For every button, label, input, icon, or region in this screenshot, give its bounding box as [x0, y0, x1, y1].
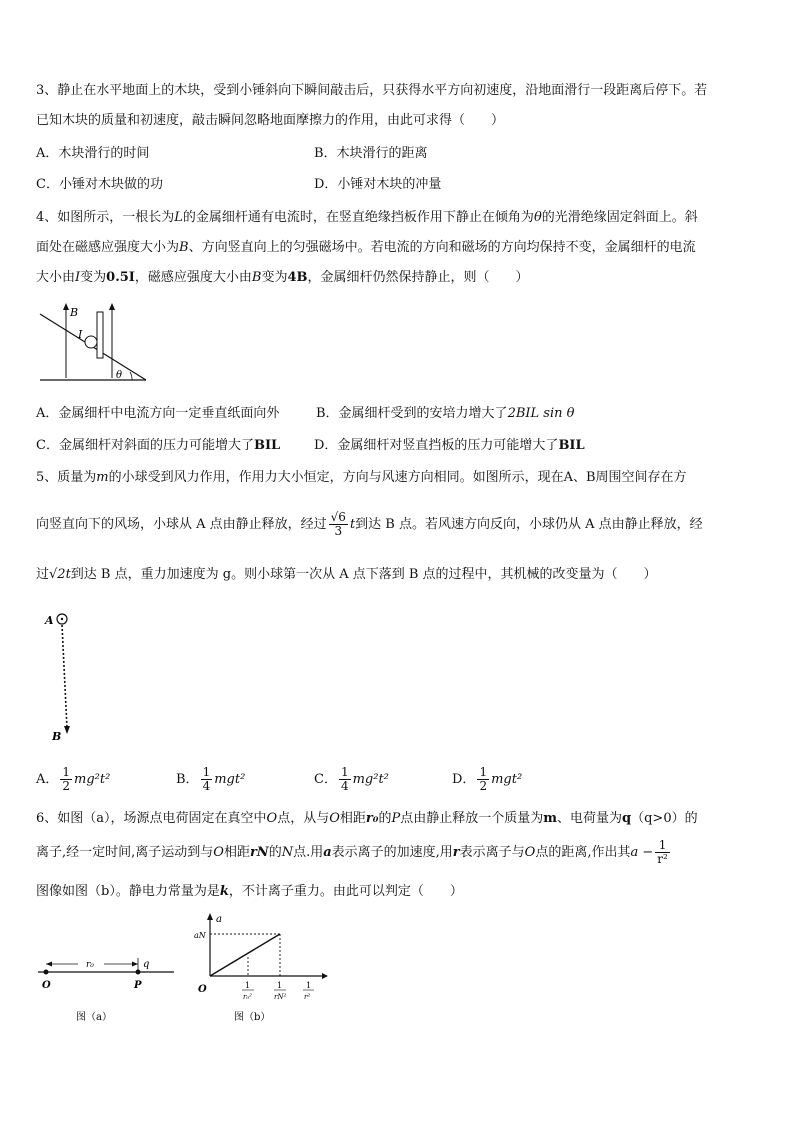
fig-b-tick1-num: 1	[245, 981, 251, 990]
metal-rod	[85, 336, 97, 348]
q5-figure	[40, 608, 100, 748]
field-arrow-2	[109, 303, 115, 310]
fig-b-tick1-den: r₀²	[243, 993, 252, 1001]
angle-arc	[130, 372, 132, 380]
q3-option-b: B．木块滑行的距离	[314, 146, 428, 161]
fig-b-tick3-num: 1	[306, 981, 312, 990]
fig-a-caption: 图（a）	[76, 1012, 112, 1023]
q4-option-b: B．金属细杆受到的安培力增大了2BIL sin θ	[316, 406, 575, 421]
fig-b-tick2-den: rN²	[274, 993, 287, 1001]
q4-line2: 面处在磁感应强度大小为B、方向竖直向上的匀强磁场中。若电流的方向和磁场的方向均保持不变，金属细杆的电流	[36, 240, 696, 255]
q5-line3: 过√2t到达 B 点，重力加速度为 g。则小球第一次从 A 点下落到 B 点的过程中，其机械的改变量为（ ）	[36, 567, 657, 582]
fig-label-i: I	[78, 328, 83, 341]
q5-option-b: B． $\frac{1}{4}$ mgt²	[176, 765, 246, 793]
q5-option-c: C． $\frac{1}{4}$ mg²t²	[314, 765, 389, 793]
fig-point-a-label: A	[45, 614, 54, 627]
fig-b-tick3-den: r²	[304, 993, 311, 1001]
q4-line3: 大小由I变为0.5I，磁感应强度大小由B变为4B，金属细杆仍然保持静止，则（ ）	[36, 270, 529, 285]
field-arrow-1	[63, 303, 69, 310]
q6-line2: 离子,经一定时间,离子运动到与O相距rN的N点.用a表示离子的加速度,用r表示离子与O点的距离,作出其a − $\frac{1}{\text{r²}}$	[36, 838, 668, 866]
q3-option-a: A．木块滑行的时间	[36, 146, 150, 161]
q4-option-a: A．金属细杆中电流方向一定垂直纸面向外	[36, 406, 280, 421]
fig-a-o-label: O	[42, 980, 51, 991]
q6-figure-b	[192, 910, 332, 1025]
fig-a-r0-label: r₀	[86, 960, 94, 970]
fig-b-caption: 图（b）	[234, 1012, 271, 1023]
q3-option-d: D．小锤对木块的冲量	[314, 177, 442, 192]
fig-b-an-label: aN	[194, 931, 206, 940]
fall-path-dotted-line	[62, 625, 67, 728]
fig-point-b-label: B	[52, 730, 62, 743]
fall-arrow	[64, 726, 70, 734]
q6-line1: 6、如图（a），场源点电荷固定在真空中O点，从与O相距r₀的P点由静止释放一个质量为m、电荷量为q（q>0）的	[36, 811, 698, 826]
fraction-sqrt6-over-3: $\frac{√6}{3}$	[330, 510, 346, 538]
q6-line3: 图像如图（b）。静电力常量为是k，不计离子重力。由此可以判定（ ）	[36, 884, 463, 899]
q5-option-d: D． $\frac{1}{2}$ mgt²	[452, 765, 523, 793]
q5-option-a: A． $\frac{1}{2}$ mg²t²	[36, 765, 111, 793]
vertical-baffle	[97, 312, 103, 358]
q5-line1: 5、质量为m的小球受到风力作用，作用力大小恒定，方向与风速方向相同。如图所示，现在A、B周围空间存在方	[36, 470, 687, 485]
point-o	[44, 970, 49, 975]
q6-figure-a	[34, 950, 174, 1030]
q4-option-d: D．金属细杆对竖直挡板的压力可能增大了BIL	[314, 438, 585, 453]
q5-line2: 向竖直向下的风场，小球从 A 点由静止释放，经过 $\frac{√6}{3}$ t到达 B 点。若风速方向反向，小球仍从 A 点由静止释放，经	[36, 510, 703, 538]
fig-b-tick2-num: 1	[277, 981, 283, 990]
fig-b-origin-label: O	[198, 984, 207, 995]
q4-line1: 4、如图所示，一根长为L的金属细杆通有电流时，在竖直绝缘挡板作用下静止在倾角为θ的光滑绝缘固定斜面上。斜	[36, 210, 698, 225]
fig-a-p-label: P	[134, 980, 142, 991]
q4-figure	[36, 300, 156, 390]
q3-line1: 3、静止在水平地面上的木块，受到小锤斜向下瞬间敲击后，只获得水平方向初速度，沿地面滑行一段距离后停下。若	[36, 83, 708, 98]
q3-line2: 已知木块的质量和初速度，敲击瞬间忽略地面摩擦力的作用，由此可求得（ ）	[36, 113, 505, 128]
a-vs-inverse-r2-line	[210, 934, 280, 976]
fig-label-b: B	[70, 306, 79, 319]
q3-option-c: C．小锤对木块做的功	[36, 177, 163, 192]
fig-a-q-label: q	[143, 959, 150, 970]
fig-label-theta: θ	[116, 370, 123, 381]
q4-option-c: C．金属细杆对斜面的压力可能增大了BIL	[36, 438, 281, 453]
fig-b-y-label: a	[216, 914, 222, 925]
